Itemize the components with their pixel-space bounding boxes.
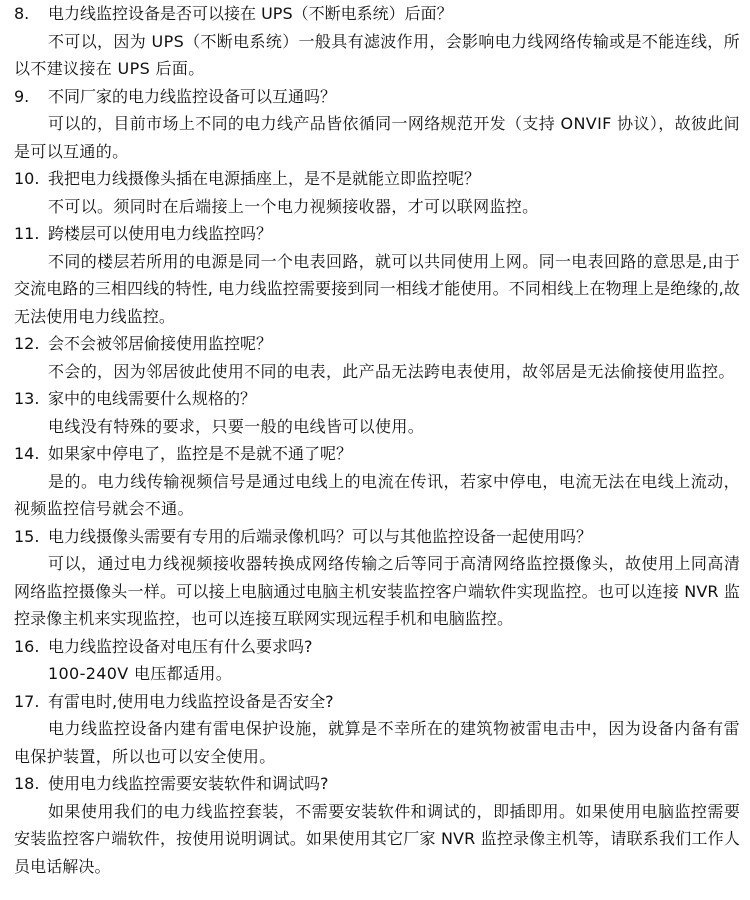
faq-item-13 [14, 385, 740, 440]
faq-question [14, 220, 740, 248]
faq-answer: 不可以。须同时在后端接上一个电力视频接收器，才可以联网监控。 [48, 196, 539, 216]
faq-question [14, 688, 740, 716]
question-number: 18. [14, 774, 40, 793]
question-text: 会不会被邻居偷接使用监控呢？ [48, 334, 273, 353]
faq-question [14, 165, 740, 193]
question-text: 电力线摄像头需要有专用的后端录像机吗？可以与其他监控设备一起使用吗？ [48, 526, 593, 546]
faq-question [14, 330, 740, 358]
question-text: 使用电力线监控需要安装软件和调试吗? [48, 774, 329, 793]
question-text: 有雷电时,使用电力线监控设备是否安全? [48, 691, 334, 711]
faq-answer: 不可以，因为 UPS（不断电系统）一般具有滤波作用，会影响电力线网络传输或是不能连线，所以不建议接在 UPS 后面。 [14, 31, 741, 78]
faq-item-9 [14, 83, 740, 166]
question-number: 15. [14, 526, 40, 546]
faq-item-11 [14, 220, 740, 330]
question-text: 电力线监控设备对电压有什么要求吗? [48, 636, 313, 656]
question-text: 如果家中停电了，监控是不是就不通了呢？ [48, 444, 353, 463]
question-text: 我把电力线摄像头插在电源插座上，是不是就能立即监控呢？ [48, 169, 481, 188]
question-text: 电力线监控设备是否可以接在 UPS（不断电系统）后面？ [48, 4, 453, 23]
question-text: 不同厂家的电力线监控设备可以互通吗？ [48, 86, 337, 106]
question-number: 17. [14, 691, 40, 711]
question-number: 11. [14, 224, 40, 243]
faq-question [14, 385, 740, 413]
question-text: 跨楼层可以使用电力线监控吗？ [48, 224, 273, 243]
faq-item-15 [14, 523, 740, 633]
faq-item-12 [14, 330, 740, 385]
faq-question [14, 0, 740, 28]
faq-question [14, 83, 740, 111]
faq-question [14, 633, 740, 661]
faq-item-18 [14, 770, 740, 880]
faq-question [14, 523, 740, 551]
question-text: 家中的电线需要什么规格的？ [48, 389, 257, 408]
question-number: 10. [14, 169, 40, 188]
faq-item-10 [14, 165, 740, 220]
question-number: 8. [14, 4, 30, 23]
faq-answer: 是的。电力线传输视频信号是通过电线上的电流在传讯，若家中停电，电流无法在电线上流动，视频监控信号就会不通。 [14, 471, 740, 518]
faq-question [14, 770, 740, 798]
faq-answer: 电线没有特殊的要求，只要一般的电线皆可以使用。 [48, 416, 425, 436]
faq-answer: 电力线监控设备内建有雷电保护设施，就算是不幸所在的建筑物被雷电击中，因为设备内备有雷电保护装置，所以也可以安全使用。 [14, 719, 740, 766]
faq-answer: 如果使用我们的电力线监控套装，不需要安装软件和调试的，即插即用。如果使用电脑监控需要安装监控客户端软件，按使用说明调试。如果使用其它厂家 NVR 监控录像主机等，请联系我们工作人员电话解决。 [14, 801, 740, 876]
faq-answer: 可以，通过电力线视频接收器转换成网络传输之后等同于高清网络监控摄像头，故使用上同高清网络监控摄像头一样。可以接上电脑通过电脑主机安装监控客户端软件实现监控。也可以连接 NVR 监控录像主机来实现监控，也可以连接互联网实现远程手机和电脑监控。 [14, 554, 740, 628]
question-number: 16. [14, 636, 40, 656]
faq-answer: 100-240V 电压都适用。 [48, 664, 233, 683]
faq-item-14 [14, 440, 740, 523]
faq-item-17 [14, 688, 740, 771]
faq-item-16 [14, 633, 740, 688]
faq-answer: 不会的，因为邻居彼此使用不同的电表，此产品无法跨电表使用，故邻居是无法偷接使用监控。 [48, 361, 735, 381]
question-number: 12. [14, 334, 40, 353]
faq-answer: 可以的，目前市场上不同的电力线产品皆依循同一网络规范开发（支持 ONVIF 协议），故彼此间是可以互通的。 [14, 114, 740, 161]
faq-question [14, 440, 740, 468]
faq-answer: 不同的楼层若所用的电源是同一个电表回路，就可以共同使用上网。同一电表回路的意思是,由于交流电路的三相四线的特性, 电力线监控需要接到同一相线才能使用。不同相线上在物理上是绝缘的,故无法使用电力线监控。 [14, 251, 740, 326]
question-number: 14. [14, 444, 40, 463]
question-number: 9. [14, 86, 30, 106]
question-number: 13. [14, 389, 40, 408]
faq-item-8 [14, 0, 740, 83]
